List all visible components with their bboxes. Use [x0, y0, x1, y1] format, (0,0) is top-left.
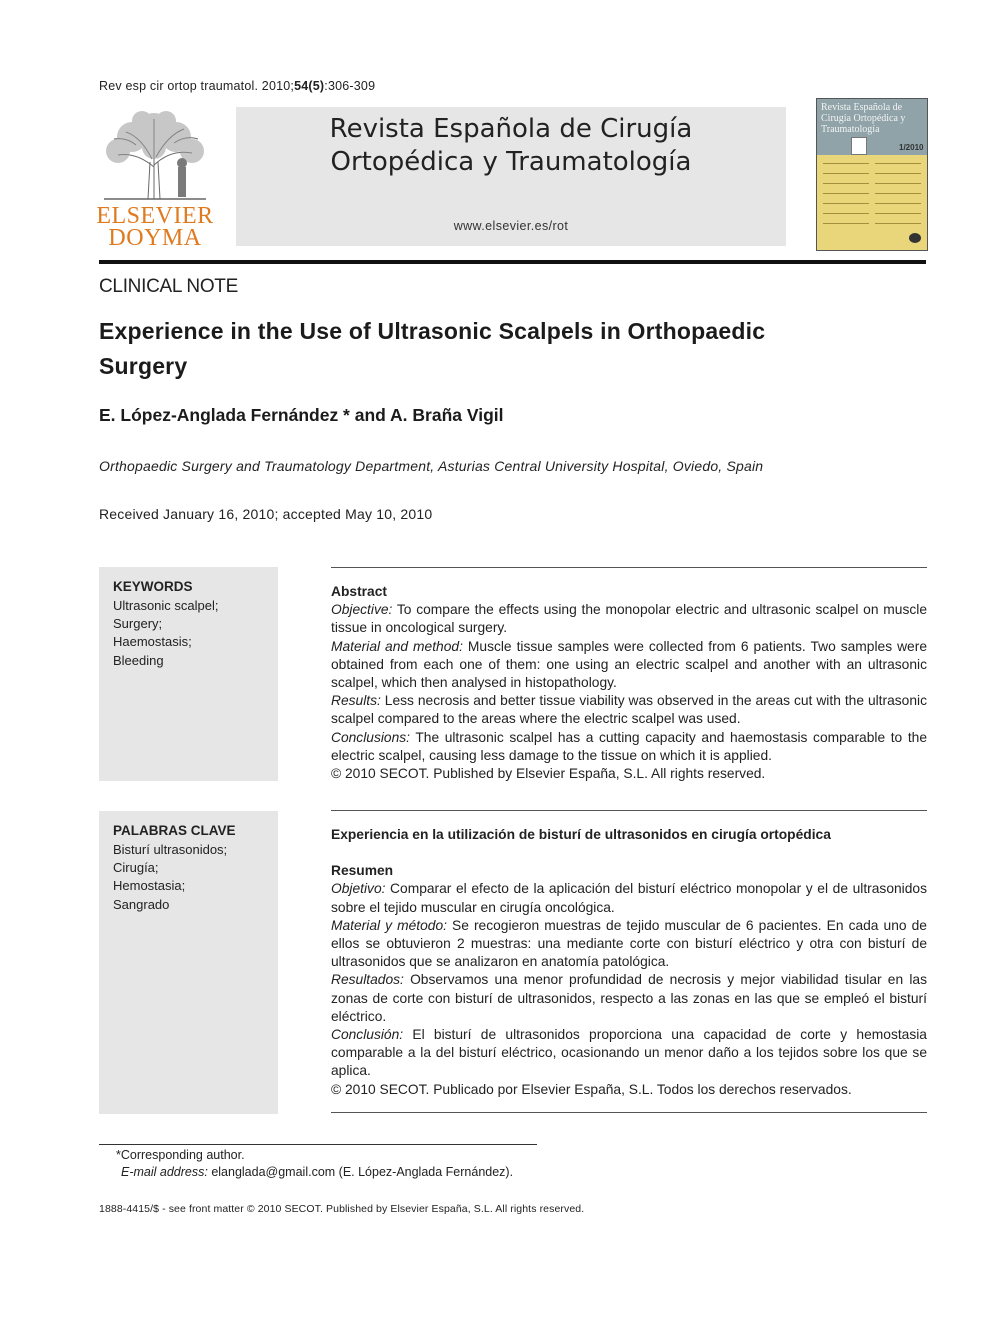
author-affiliation: Orthopaedic Surgery and Traumatology Department, Asturias Central University Hospital, Oviedo, Spain — [99, 458, 764, 474]
footnote-rule — [99, 1144, 537, 1145]
email-link[interactable]: elanglada@gmail.com (E. López-Anglada Fernández). — [207, 1165, 514, 1179]
abstract-method: Material and method: Muscle tissue samples were collected from 6 patients. Two samples were obtained from each one of them: one using an electric scalpel and another with an ultrasonic scalpel, which then analysed in histopathology. — [331, 638, 927, 691]
cover-title: Revista Española de Cirugía Ortopédica y Traumatología — [821, 102, 906, 135]
tree-icon — [96, 107, 214, 202]
abstract-copyright: © 2010 SECOT. Published by Elsevier España, S.L. All rights reserved. — [331, 766, 766, 782]
elsevier-logo — [96, 107, 214, 249]
journal-cover-thumbnail — [816, 98, 928, 251]
resumen-conclusion: Conclusión: El bisturí de ultrasonidos proporciona una capacidad de corte y hemostasia comparable a la del bisturí eléctrico, ocasionando un menor daño a los tejidos sobre los que se aplica. — [331, 1027, 927, 1079]
logo-text-elsevier: ELSEVIER — [96, 203, 214, 229]
abstract-conclusions: Conclusions: The ultrasonic scalpel has a cutting capacity and haemostasis comparable to the electric scalpel, causing less damage to the tissue on which it is applied. — [331, 729, 927, 763]
journal-url[interactable]: www.elsevier.es/rot — [453, 219, 569, 233]
article-title: Experience in the Use of Ultrasonic Scalpels in Orthopaedic Surgery — [99, 318, 766, 379]
keyword-item: Surgery; — [113, 616, 163, 632]
resumen-copyright: © 2010 SECOT. Publicado por Elsevier España, S.L. Todos los derechos reservados. — [331, 1081, 852, 1097]
palabras-clave-list — [113, 841, 227, 914]
resumen-objetivo: Objetivo: Comparar el efecto de la aplicación del bisturí eléctrico monopolar y el de ultrasonidos sobre el tejido muscular en cirugía oncológica. — [331, 881, 927, 915]
cover-issue: 1/2010 — [899, 143, 924, 152]
palabras-clave-heading: PALABRAS CLAVE — [113, 823, 236, 838]
journal-citation: Rev esp cir ortop traumatol. 2010;54(5):306-309 — [99, 79, 376, 93]
palabra-clave-item: Cirugía; — [113, 860, 159, 876]
keyword-item: Bleeding — [113, 652, 164, 668]
keywords-heading: KEYWORDS — [113, 579, 193, 594]
resumen-metodo: Material y método: Se recogieron muestras de tejido muscular de 6 pacientes. En cada uno de ellos se obtuvieron 2 muestras: una mediante corte con bisturí eléctrico y otra con bisturí de ultrasonidos que se analizaron en anatomía patológica. — [331, 917, 927, 970]
keywords-list — [113, 597, 219, 670]
palabra-clave-item: Sangrado — [113, 896, 170, 912]
email-note: E-mail address: elanglada@gmail.com (E. López-Anglada Fernández). — [121, 1165, 514, 1179]
received-dates: Received January 16, 2010; accepted May 10, 2010 — [99, 506, 433, 522]
palabra-clave-item: Hemostasia; — [113, 878, 186, 894]
abstract-top-rule — [331, 567, 927, 568]
resumen-heading: Resumen — [331, 863, 394, 879]
palabra-clave-item: Bisturí ultrasonidos; — [113, 842, 228, 857]
resumen-top-rule — [331, 810, 927, 811]
journal-banner — [236, 107, 786, 246]
section-label: CLINICAL NOTE — [99, 276, 238, 297]
keyword-item: Ultrasonic scalpel; — [113, 598, 219, 613]
resumen-section — [331, 826, 927, 1099]
keyword-item: Haemostasis; — [113, 634, 192, 650]
abstract-objective: Objective: To compare the effects using the monopolar electric and ultrasonic scalpel on muscle tissue in oncological surgery. — [331, 602, 927, 636]
abstract-heading: Abstract — [331, 584, 387, 599]
article-authors: E. López-Anglada Fernández * and A. Braña Vigil — [99, 405, 504, 425]
front-matter-note: 1888-4415/$ - see front matter © 2010 SECOT. Published by Elsevier España, S.L. All rights reserved. — [99, 1203, 585, 1215]
abstract-section — [331, 583, 927, 783]
keywords-box — [99, 567, 278, 781]
resumen-bottom-rule — [331, 1112, 927, 1113]
abstract-results: Results: Less necrosis and better tissue viability was observed in the areas cut with the ultrasonic scalpel compared to the areas where the electric scalpel was used. — [331, 693, 927, 727]
journal-title: Revista Española de Cirugía Ortopédica y Traumatología — [329, 114, 693, 177]
logo-text-doyma: DOYMA — [108, 225, 202, 251]
resumen-resultados: Resultados: Observamos una menor profundidad de necrosis y mejor viabilidad tisular en las zonas de corte con bisturí de ultrasonidos, respecto a las zonas en las que se empleó el bisturí eléctrico. — [331, 972, 927, 1024]
header-rule — [99, 260, 926, 264]
corresponding-author-note: *Corresponding author. — [116, 1148, 245, 1162]
spanish-title: Experiencia en la utilización de bisturí de ultrasonidos en cirugía ortopédica — [331, 827, 831, 842]
palabras-clave-box — [99, 811, 278, 1114]
